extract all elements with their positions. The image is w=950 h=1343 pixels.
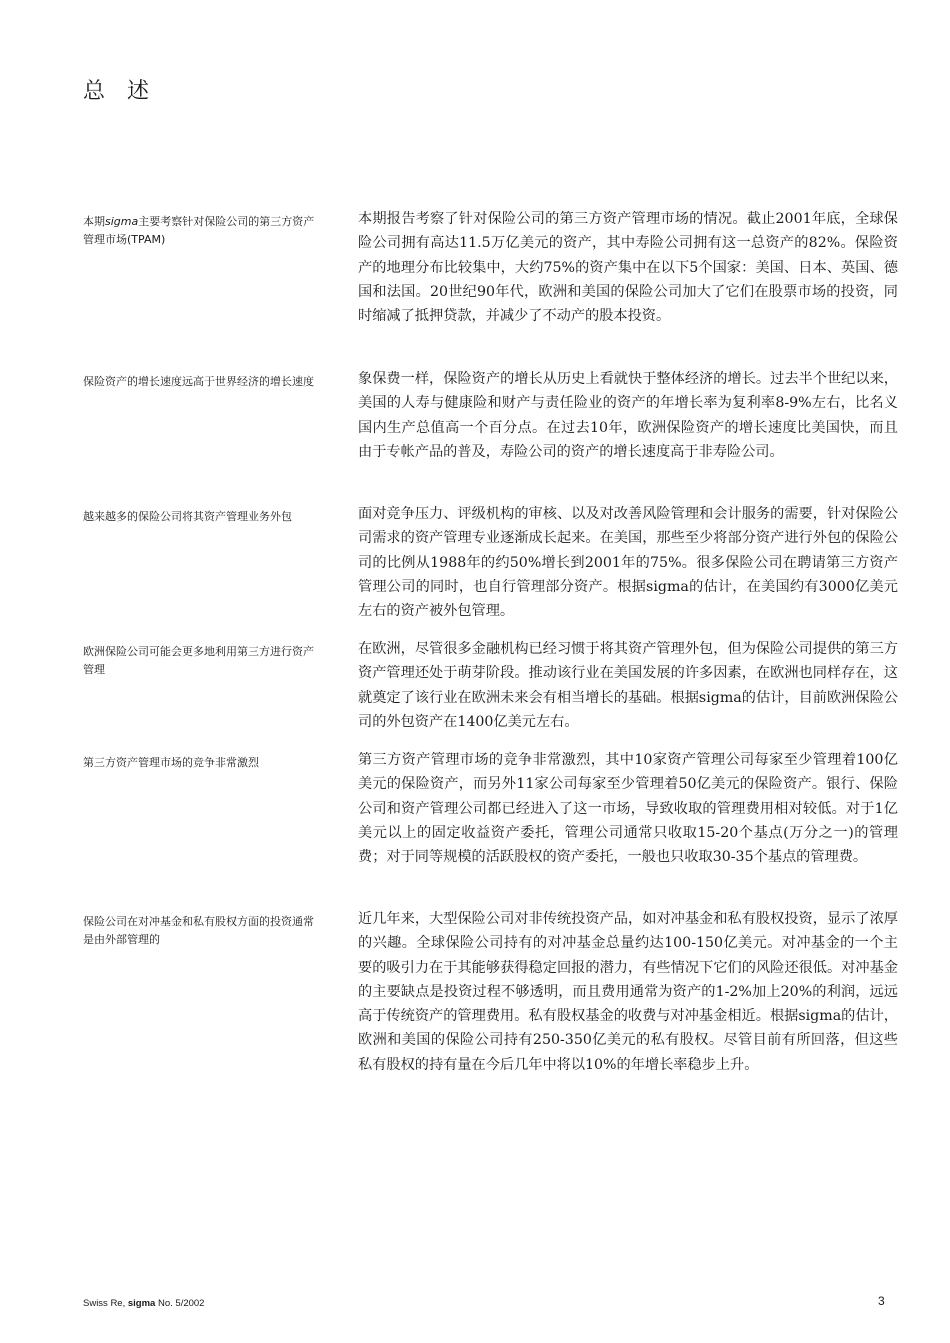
body-paragraph: 近几年来，大型保险公司对非传统投资产品，如对冲基金和私有股权投资，显示了浓厚的兴趣。全球保险公司持有的对冲基金总量约达100-150亿美元。对冲基金的一个主要的吸引力在于其能够获得稳定回报的潜力，有些情况下它们的风险还很低。对冲基金的主要缺点是投资过程不够透明，而且费用通常为资产的1-2%加上20%的利润，远远高于传统资产的管理费用。私有股权基金的收费与对冲基金相近。根据sigma的估计，欧洲和美国的保险公司持有250-350亿美元的私有股权。尽管目前有所回落，但这些私有股权的持有量在今后几年中将以10%的年增长率稳步上升。 (358, 911, 898, 1073)
side-note (83, 209, 315, 249)
page-number: 3 (878, 1294, 885, 1308)
side-note: 保险资产的增长速度远高于世界经济的增长速度 (83, 375, 314, 388)
side-note: 欧洲保险公司可能会更多地利用第三方进行资产管理 (83, 645, 314, 676)
body-paragraph: 本期报告考察了针对保险公司的第三方资产管理市场的情况。截止2001年底，全球保险公司拥有高达11.5万亿美元的资产，其中寿险公司拥有这一总资产的82%。保险资产的地理分布比较集中，大约75%的资产集中在以下5个国家：美国、日本、英国、德国和法国。20世纪90年代，欧洲和美国的保险公司加大了它们在股票市场的投资，同时缩减了抵押贷款，并减少了不动产的股本投资。 (358, 211, 898, 325)
side-note-text-pre: 本期 (83, 215, 105, 228)
footer-issue: No. 5/2002 (155, 1298, 205, 1309)
page-title: 总述 (83, 79, 172, 104)
side-note: 保险公司在对冲基金和私有股权方面的投资通常是由外部管理的 (83, 915, 314, 946)
footer-prefix: Swiss Re, (83, 1298, 128, 1309)
side-note-text-post: 主要考察针对保险公司的第三方资产管理市场(TPAM) (83, 215, 315, 246)
side-note: 越来越多的保险公司将其资产管理业务外包 (83, 510, 292, 523)
sigma-brand-text: sigma (105, 215, 139, 228)
page-footer (83, 1298, 204, 1309)
body-paragraph: 面对竞争压力、评级机构的审核、以及对改善风险管理和会计服务的需要，针对保险公司需求的资产管理专业逐渐成长起来。在美国，那些至少将部分资产进行外包的保险公司的比例从1988年的约50%增长到2001年的75%。很多保险公司在聘请第三方资产管理公司的同时，也自行管理部分资产。根据sigma的估计，在美国约有3000亿美元左右的资产被外包管理。 (358, 506, 898, 620)
side-note: 第三方资产管理市场的竞争非常激烈 (83, 756, 259, 769)
footer-brand: sigma (127, 1298, 156, 1309)
body-paragraph: 象保费一样，保险资产的增长从历史上看就快于整体经济的增长。过去半个世纪以来，美国的人寿与健康险和财产与责任险业的资产的年增长率为复利率8-9%左右，比名义国内生产总值高一个百分点。在过去10年，欧洲保险资产的增长速度比美国快，而且由于专帐产品的普及，寿险公司的资产的增长速度高于非寿险公司。 (358, 371, 898, 460)
body-paragraph: 在欧洲，尽管很多金融机构已经习惯于将其资产管理外包，但为保险公司提供的第三方资产管理还处于萌芽阶段。推动该行业在美国发展的许多因素，在欧洲也同样存在，这就奠定了该行业在欧洲未来会有相当增长的基础。根据sigma的估计，目前欧洲保险公司的外包资产在1400亿美元左右。 (358, 641, 898, 730)
body-paragraph: 第三方资产管理市场的竞争非常激烈，其中10家资产管理公司每家至少管理着100亿美元的保险资产，而另外11家公司每家至少管理着50亿美元的保险资产。银行、保险公司和资产管理公司都已经进入了这一市场，导致收取的管理费用相对较低。对于1亿美元以上的固定收益资产委托，管理公司通常只收取15-20个基点(万分之一)的管理费；对于同等规模的活跃股权的资产委托，一般也只收取30-35个基点的管理费。 (358, 752, 898, 866)
